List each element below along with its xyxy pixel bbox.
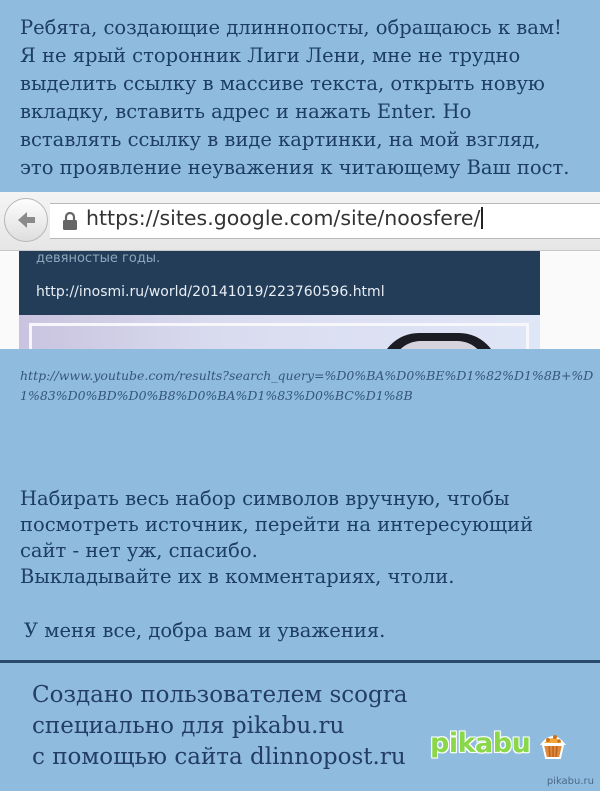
watermark: pikabu.ru <box>546 776 594 787</box>
back-arrow-icon <box>15 209 37 231</box>
article-panel <box>19 251 540 315</box>
browser-screenshot <box>0 192 600 349</box>
body-text: Набирать весь набор символов вручную, чтобы посмотреть источник, перейти на интересующий сайт - нет уж, спасибо. Выкладывайте их в комментариях, чтоли. <box>20 487 534 588</box>
page-content <box>0 251 600 349</box>
faded-line: девяностые годы. <box>36 251 161 266</box>
intro-text: Ребята, создающие длиннопосты, обращаюсь к вам! Я не ярый сторонник Лиги Лени, мне не трудно выделить ссылку в массиве текста, открыть новую вкладку, вставить адрес и нажать Enter. Но вставлять ссылку в виде картинки, на мой взгляд, это проявление неуважения к читающему Ваш пост. <box>20 16 570 179</box>
url-value: https://sites.google.com/site/noosfere/ <box>86 206 481 230</box>
address-bar <box>0 192 600 251</box>
article-image <box>19 315 540 349</box>
youtube-link[interactable]: http://www.youtube.com/results?search_query=%D0%BA%D0%BE%D1%82%D1%8B+%D1%83%D0%BD%D0%B8%D0%BA%D1%83%D0%BC%D1%8B <box>20 368 594 403</box>
text-caret <box>481 207 483 229</box>
cupcake-icon <box>538 728 568 762</box>
footer-divider <box>0 660 600 663</box>
pikabu-logo[interactable] <box>430 726 580 766</box>
footer-credits: Создано пользователем scogra специально для pikabu.ru с помощью сайта dlinnopost.ru <box>32 682 408 770</box>
article-link[interactable]: http://inosmi.ru/world/20141019/223760596.html <box>36 284 385 300</box>
lock-icon <box>62 211 78 231</box>
url-text <box>86 206 483 230</box>
closing-text: У меня все, добра вам и уважения. <box>24 619 386 642</box>
back-button[interactable] <box>4 198 48 242</box>
logo-wordmark: pikabu <box>430 728 531 759</box>
